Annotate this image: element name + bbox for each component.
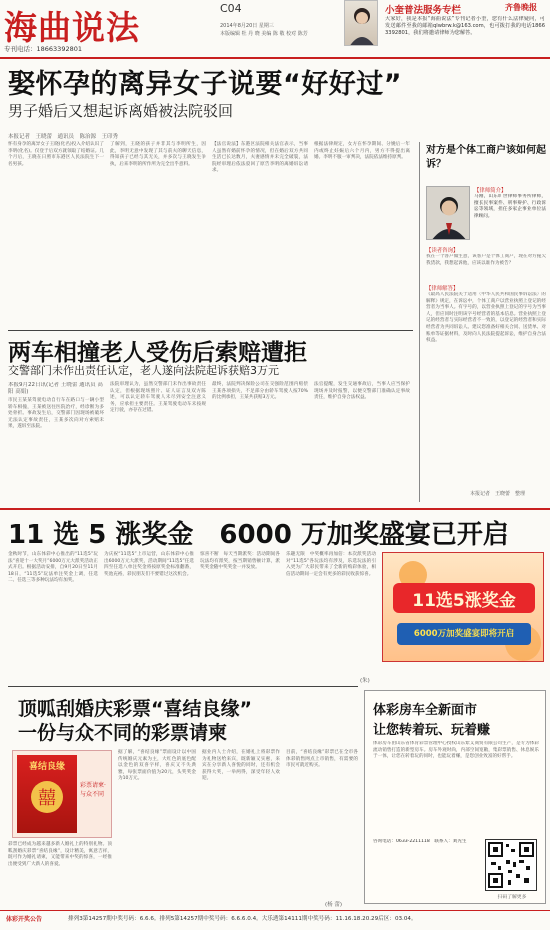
wedding-column-3: 据业内人士介绍，在婚礼上将彩票作为礼物送给来宾，既新颖又实惠，来宾在分享新人喜悦的同时，还有机会获得大奖，一举两得，深受年轻人欢迎。 [202, 750, 280, 782]
motorhome-box [364, 690, 546, 904]
lawyer-portrait-icon [427, 187, 470, 240]
wedding-top-rule [8, 686, 358, 687]
columnist-photo [344, 0, 378, 46]
footer-rule [0, 910, 550, 911]
footer-label: 体彩开奖公告 [6, 916, 43, 923]
svg-text:囍: 囍 [38, 788, 56, 809]
lottery-banner-title: 11选5涨奖金 [412, 591, 516, 611]
story-two-column-1: 市民王某某驾驶电动自行车在路口与一辆小型轿车相撞，王某被送往医院治疗，经诊断为多处骨折。事故发生后，交警部门因现场被破坏无法认定事故责任，王某多次向对方索赔未果，遂诉至法院。 [8, 398, 104, 430]
lawyer-intro: 马刚，山东旷世律师事务所律师，擅长民事案件、刑事辩护、行政诉讼等领域，担任多家企事业单位法律顾问。 [474, 194, 546, 219]
story-two-headline: 两车相撞老人受伤后索赔遭拒 [8, 340, 307, 366]
lead-column-1: 怀有身孕的离异女子王晓(化名)投入介绍认识了李明(化名)。仅登于后双方就领取了结婚证。几个月后，王晓在日照市东港区人民法院生下一名男孩。 [8, 142, 104, 167]
lottery-credit: (朱) [360, 678, 370, 684]
lottery-headline: 11 选 5 涨奖金 6000 万加奖盛宴已开启 [8, 520, 509, 550]
qr-code-icon [486, 840, 536, 890]
editor-line: 本版编辑 牡 丹 晓 美编 陈 敬 校对 陈芳 [220, 31, 308, 37]
lead-column-2: 了解到，王晓的孩子并非其与李明所生，因此，李明无意中发现了其与前夫的聊天信息，得知孩子已经与其无关，并多次与王晓发生争执，后来李明的所作所为完全出乎意料。 [110, 142, 206, 167]
footer-draws: 排列3第14257期中奖号码：6.6.6。排列5第14257期中奖号码：6.6.6.0.4。大乐透第14111期中奖号码：11.16.18.20.29后区：03.04。 [68, 916, 417, 922]
motorhome-body: 体彩房车由山东省体育彩票管理中心授权山东紫艾商贸有限公司生产，是专为体彩流动销售打造的新型房车。房车外观时尚，内部空间宽敞，集彩票销售、休息娱乐于一体，让您在转着玩的同时，也能玩着赚，是您创业致富的好帮手。 [373, 741, 539, 760]
story-two-column-3: 最终，法院判决保险公司在交强险范围内赔偿王某各项损失，不足部分由轿车驾驶人按70%的比例承担，王某共获赔3万元。 [212, 382, 308, 401]
column-intro: 大家好，我是本报“海曲说法”专刊记者小奎，您有什么法律疑问，可发送邮件至我的邮箱qlwbrw.k@163.com，也可拨打我的电话18663392801，我们将邀请律师为您解答。 [385, 16, 545, 36]
wedding-ticket-image [12, 750, 112, 838]
lead-column-4: 根据法律规定，女方在怀孕期间、分娩后一年内或终止妊娠后六个月内，男方不得提出离婚。李明不服一审判决，法院依法维持原判。 [314, 142, 410, 161]
motorhome-contact: 咨询电话：0633-2211118 联系人：刘先生 [373, 839, 467, 844]
lead-byline: 本报记者 王晓蕾 通讯员 陈治源 王印秀 [8, 134, 119, 140]
sidebar-title: 对方是个体工商户该如何起诉？ [426, 145, 546, 170]
story-two-byline: 本报9月22日讯(记者 王晓蕾 通讯员 高阳 高娟) [8, 382, 103, 395]
sidebar-divider [419, 142, 420, 502]
lottery-banner-subtitle: 6000万加奖盛宴即将开启 [413, 629, 515, 639]
lottery-column-4: 乐趣无限 中奖概率再加倍：本次派奖活动对“11选5”各玩法均有涉及，乐选玩法的引入更为广大彩民带来了全新的购彩体验，相信活动期间一定会有更多的彩民收获惊喜。 [286, 552, 376, 577]
page-number: C04 [220, 2, 242, 15]
wedding-column-1: 彩票已经成为越来越多新人婚礼上的特别礼物。顶呱刮婚庆彩票“喜结良缘”，设计精美，寓意吉祥，既可作为婚礼请柬，又能带来中奖的惊喜，一经推出便受到广大新人的喜爱。 [8, 842, 112, 867]
hotline: 专刊电话：18663392801 [4, 45, 82, 53]
lottery-column-3: 惊喜不断 每天当期派奖：活动期间各玩法均有派奖，按当期销售额计算，派奖奖金随中奖奖金一并发放。 [200, 552, 280, 571]
lottery-top-rule [0, 508, 550, 510]
question-text: 我在一个客户做生意，该客户是个体工商户，现在对方拖欠我货款，我想起诉他，应该以谁作为被告？ [426, 254, 546, 266]
motorhome-headline-line1: 体彩房车全新面市 [373, 703, 478, 718]
lead-column-3: 【法官说法】东港区法院相关法官表示，当事人虽然有婚前怀孕的情况，但在婚后双方共同生活已长达数月，夫妻感情并未完全破裂，法院经审理后依法驳回了原告李明的离婚诉讼请求。 [212, 142, 308, 174]
story-two-column-4: 法官提醒，发生交通事故后，当事人应当保护现场并及时报警，以便交警部门准确认定事故责任，维护自身合法权益。 [314, 382, 410, 401]
lead-headline: 娶怀孕的离异女子说要“好好过” [8, 69, 402, 100]
story-two-top-rule [8, 330, 413, 331]
wedding-credit: (杨 蕾) [325, 902, 343, 908]
section-title: 海曲说法 [4, 8, 140, 47]
date-line: 2014年8月20日 星期三 [220, 23, 274, 29]
motorhome-headline-line2: 让您转着玩、玩着赚 [373, 723, 491, 738]
lottery-banner [382, 552, 544, 662]
lawyer-photo [426, 186, 470, 240]
wedding-column-4: 目前，“喜结良缘”彩票已在全市各体彩销售网点上市销售，有需要的市民可就近购买。 [286, 750, 358, 769]
column-title: 小奎普法服务专栏 [385, 5, 462, 16]
person-silhouette-icon [345, 1, 378, 46]
lawyer-label: 【律师简介】 [474, 188, 507, 194]
wedding-headline-line2: 一份与众不同的彩票请柬 [18, 722, 228, 744]
lead-subhead: 男子婚后又想起诉离婚被法院驳回 [8, 102, 234, 120]
qr-code [485, 839, 537, 891]
masthead-divider [0, 57, 550, 59]
sidebar-credit: 本报记者 王晓蕾 整理 [470, 491, 526, 497]
double-happiness-icon [17, 773, 77, 833]
answer-label: 【律师解答】 [426, 286, 459, 292]
wedding-ticket-title: 喜结良缘 [28, 762, 65, 772]
story-two-column-2: 法院审理认为，虽然交警部门未作出事故责任认定，但根据现场照片、证人证言及双方陈述，可以认定轿车驾驶人未尽到安全注意义务，应承担主要责任。王某驾驶电动车未按规定行驶，亦存在过错。 [110, 382, 206, 414]
paper-brand: 齐鲁晚报 [505, 2, 537, 12]
masthead [0, 0, 550, 60]
story-two-subhead: 交警部门未作出责任认定，老人遂向法院起诉获赔3万元 [8, 364, 279, 377]
wedding-headline-line1: 顶呱刮婚庆彩票“喜结良缘” [18, 698, 252, 720]
lottery-column-1: 金秋时节，山东体彩中心推出的“11选5”玩法“喜迎十一大奖月”6000万元大派奖活动正式开启。根据活动安排，自9月20日至11月18日，“11选5”玩法单注奖金上调，任选二、任选三等多种玩法均有加奖。 [8, 552, 98, 584]
answer-text: 《最高人民法院关于适用〈中华人民共和国民事诉讼法〉的解释》规定，在诉讼中，个体工商户以营业执照上登记的经营者为当事人。有字号的，以营业执照上登记的字号为当事人，但应同时注明该字号经营者的基本信息。营业执照上登记的经营者与实际经营者不一致的，以登记的经营者和实际经营者为共同诉讼人。建议您准备好相关合同、送货单、对账单等证据材料，及时向人民法院提起诉讼，维护自身合法权益。 [426, 292, 546, 344]
qr-label: 扫码了解更多 [497, 895, 527, 900]
lottery-column-2: 为庆祝“11选5”上市运营，山东体彩中心推出6000万元大派奖，活动期间“11选5”任选四至任选八单注奖金将按原奖金标准翻番，奖池充裕，彩民朋友们不要错过这次机会。 [104, 552, 194, 577]
wedding-ticket-caption: 彩票请柬·与众不同 [80, 782, 106, 798]
question-label: 【读者咨询】 [426, 248, 459, 254]
wedding-column-2: 据了解，“喜结良缘”票面设计以中国传统婚庆元素为主，大红色的底色配以金色的双喜字样，喜庆又不失典雅，每张票面价值为20元，头奖奖金为10万元。 [118, 750, 196, 782]
wedding-ticket [17, 755, 77, 833]
